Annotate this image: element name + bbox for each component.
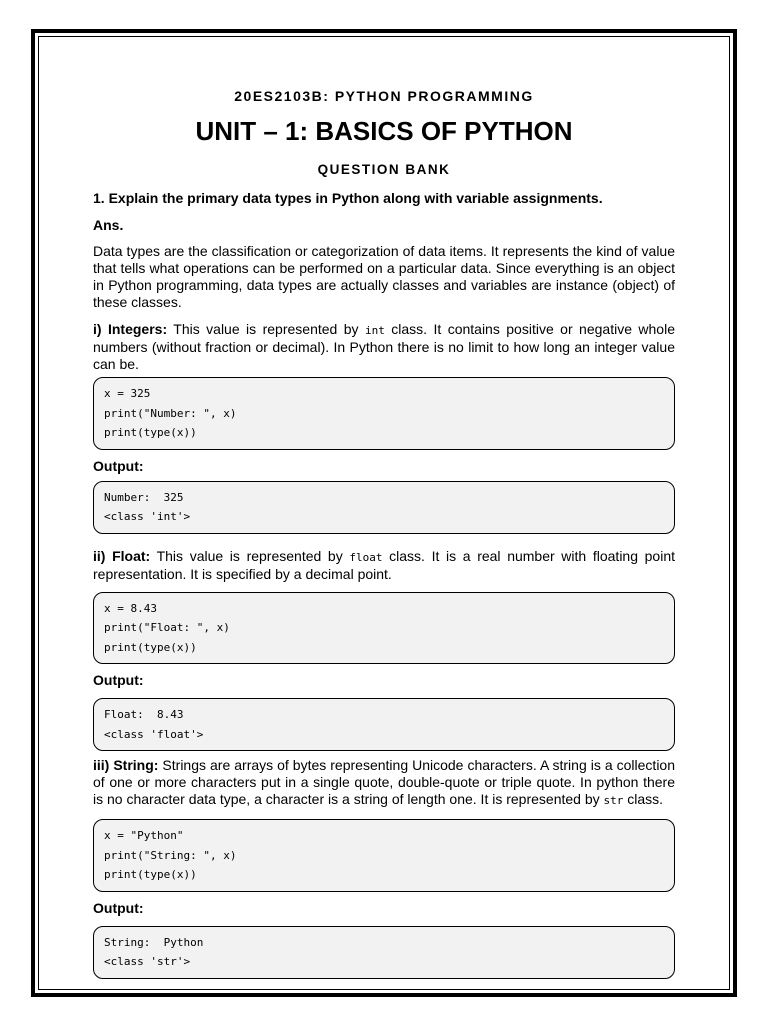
code-line: x = 8.43 <box>104 601 157 615</box>
integers-code-word: int <box>364 324 385 337</box>
section-title: QUESTION BANK <box>317 162 451 177</box>
float-heading: ii) Float: <box>93 547 151 564</box>
output-line: <class 'int'> <box>104 510 191 523</box>
answer-label: Ans. <box>93 217 124 233</box>
output-label: Output: <box>93 899 144 916</box>
output-label: Output: <box>93 457 144 474</box>
string-code-block <box>93 819 675 892</box>
string-text-after: class. <box>623 791 664 807</box>
integers-paragraph <box>93 321 675 373</box>
output-line: <class 'str'> <box>104 955 191 968</box>
float-code-word: float <box>349 550 383 564</box>
output-line: <class 'float'> <box>104 727 204 741</box>
intro-paragraph: Data types are the classification or categorization of data items. It represents the kind of value that tells what operations can be performed on a particular data. Since everything is an object in Python programming, data types are actually classes and variables are instance (object) of these classes. <box>93 243 675 310</box>
code-line: print(type(x)) <box>104 426 197 439</box>
string-heading: iii) String: <box>93 757 159 773</box>
string-output-block <box>93 926 675 979</box>
integers-text-before: This value is represented by <box>167 321 365 337</box>
output-line: Number: 325 <box>104 490 184 504</box>
float-output-block <box>93 698 675 751</box>
code-line: print("String: ", x) <box>104 848 237 862</box>
course-title: 20ES2103B: PYTHON PROGRAMMING <box>234 88 534 104</box>
question-text: 1. Explain the primary data types in Python along with variable assignments. <box>93 190 603 206</box>
unit-title: UNIT – 1: BASICS OF PYTHON <box>195 116 573 146</box>
integers-heading: i) Integers: <box>93 321 168 337</box>
string-paragraph <box>93 757 675 809</box>
code-line: x = 325 <box>104 387 151 400</box>
float-code-block <box>93 592 675 665</box>
string-code-word: str <box>603 794 624 807</box>
output-line: String: Python <box>104 935 204 949</box>
output-line: Float: 8.43 <box>104 708 184 721</box>
float-paragraph <box>93 548 675 583</box>
string-text-before: Strings are arrays of bytes representing Unicode characters. A string is a collection of one or more characters put in a single quote, double-quote or triple quote. In python there is no character data type, a character is a string of length one. It is represented by <box>93 757 675 807</box>
output-label: Output: <box>93 672 144 688</box>
code-line: print(type(x)) <box>104 868 197 881</box>
code-line: print("Number: ", x) <box>104 406 237 420</box>
document-content <box>93 84 675 979</box>
code-line: print("Float: ", x) <box>104 621 230 634</box>
code-line: print(type(x)) <box>104 640 197 654</box>
float-text-before: This value is represented by <box>150 547 350 564</box>
integers-output-block <box>93 481 675 534</box>
integers-code-block <box>93 377 675 450</box>
float-text-after: class. It is a real number with floating point representation. It is specified by a decimal point. <box>93 547 676 582</box>
integers-text-after: class. It contains positive or negative whole numbers (without fraction or decimal). In Python there is no limit to how long an integer value can be. <box>93 321 675 372</box>
code-line: x = "Python" <box>104 829 184 842</box>
